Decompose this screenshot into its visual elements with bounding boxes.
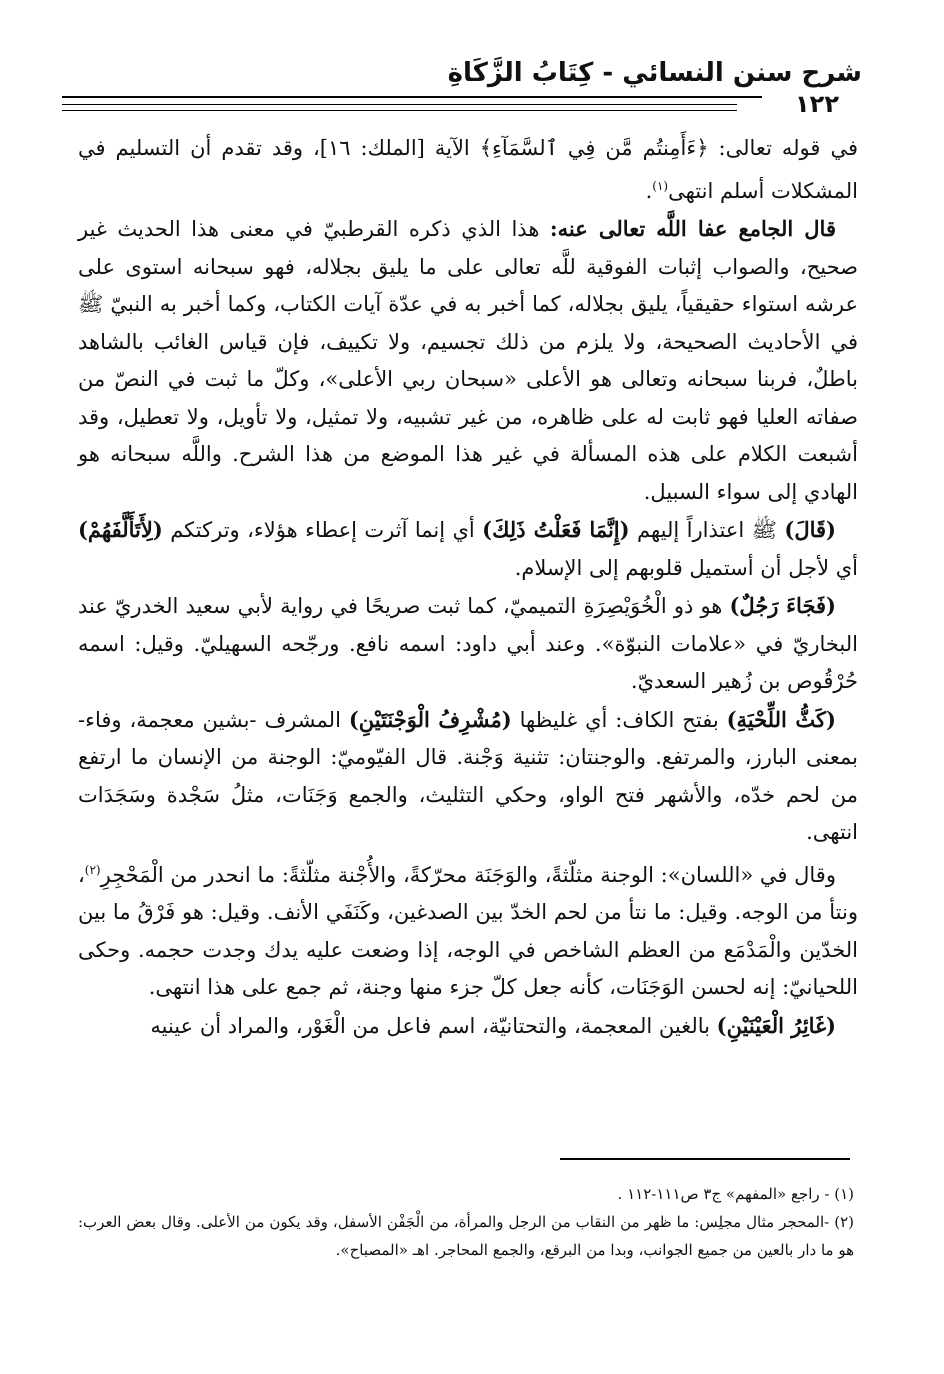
hadith-phrase: (إِنَّمَا فَعَلْتُ ذَلِكَ) — [482, 517, 630, 542]
page-header — [62, 52, 862, 118]
paragraph-7 — [78, 1007, 858, 1046]
hadith-phrase: (كَثُّ اللِّحْيَةِ) — [726, 706, 836, 732]
paragraph-3 — [78, 511, 858, 587]
commentary-text: أي إنما آثرت إعطاء هؤلاء، وتركتكم — [162, 518, 483, 542]
commentary-text: ، ونتأ من الوجه. وقيل: ما نتأ من لحم الخدّ بين الصدغين، وكَنَفَي الأنف. وقيل: هو فَرْقُ ما بين الخدّين والْمَدْمَع من العظم الشاخص في الوجه، إذا وضعت عليه يدك وجدت حجمه. وحكى اللحيانيّ: إنه لحسن الوَجَنَات، كأنه جعل كلّ جزء منها وجنة، ثم جمع على هذا انتهى. — [78, 862, 858, 999]
commentary-text: وقال في «اللسان»: الوجنة مثلّثةً، والوَجَنَة محرّكةً، والأُجْنة مثلّثةً: ما انحدر من الْمَحْجِرِ — [100, 862, 836, 887]
page-number: ١٢٢ — [762, 92, 872, 116]
paragraph-2 — [78, 210, 858, 511]
footnote-separator — [560, 1158, 850, 1160]
header-rule-double-1 — [62, 104, 737, 105]
paragraph-6 — [78, 852, 858, 1007]
paragraph-2-text: هذا الذي ذكره القرطبيّ في معنى هذا الحديث غير صحيح، والصواب إثبات الفوقية للَّه تعالى على ما يليق بجلاله، فهو سبحانه استوى على عرشه استواء حقيقياً، يليق بجلاله، كما أخبر به في عدّة آيات الكتاب، وكما أخبر به النبيّ ﷺ في الأحاديث الصحيحة، ولا يلزم من ذلك تجسيم، ولا تكييف، فإن قياس الغائب بالشاهد باطلٌ، فربنا سبحانه وتعالى هو الأعلى «سبحان ربي الأعلى»، وكلّ ما ثبت في النصّ من صفاته العليا فهو ثابت له على ظاهره، من غير تشبيه، ولا تمثيل، ولا تأويل، ولا تعطيل، وقد أشبعت الكلام على هذه المسألة في غير هذا الموضع من هذا الشرح. واللَّه سبحانه هو الهادي إلى سواء السبيل. — [78, 217, 858, 504]
commentary-text: أي لأجل أن أستميل قلوبهم إلى الإسلام. — [514, 555, 858, 580]
hadith-phrase: (لِأَتَأَلَّفَهُمْ) — [78, 517, 163, 542]
commentary-text: بفتح الكاف: أي غليظها — [511, 707, 727, 732]
footnote-ref-1: (١) — [652, 178, 669, 193]
commentary-text: ﷺ اعتذاراً إليهم — [629, 518, 785, 542]
footnote-2: (٢) -المحجر مثال مجلِس: ما ظهر من النقاب من الرجل والمرأة، من الْجَفْن الأسفل، وقد يكون من الأعلى. وقال بعض العرب: هو ما دار بالعين من جميع الجوانب، وبدا من البرقع، والجمع المحاجر. اهـ «المصباح». — [78, 1213, 854, 1259]
paragraph-1-end: . — [645, 178, 653, 203]
header-rule-top — [62, 96, 862, 98]
commentary-text: هو ذو الْخُوَيْصِرَةِ التميميّ، كما ثبت صريحًا في رواية لأبي سعيد الخدريّ عند البخاريّ في «علامات النبوّة». وعند أبي داود: اسمه نافع. ورجّحه السهيليّ. وقيل: اسمه حُرْقُوص بن زُهير السعديّ. — [78, 594, 858, 693]
author-comment-lead: قال الجامع عفا اللَّه تعالى عنه: — [549, 216, 836, 241]
commentary-text: بالغين المعجمة، والتحتانيّة، اسم فاعل من الْغَوْر، والمراد أن عينيه — [150, 1013, 717, 1038]
paragraph-1 — [78, 130, 858, 210]
hadith-phrase: (مُشْرِفُ الْوَجْنَتَيْنِ) — [348, 706, 512, 732]
hadith-phrase: (غَائِرُ الْعَيْنَيْنِ) — [716, 1012, 836, 1038]
hadith-phrase: (فَجَاءَ رَجُلٌ) — [729, 593, 836, 618]
footnote-ref-2: (٢) — [84, 862, 101, 877]
paragraph-4 — [78, 587, 858, 701]
paragraph-5 — [78, 701, 858, 852]
paragraph-1-text: في قوله تعالى: ﴿ءَأَمِنتُم مَّن فِي ٱلسَّمَآءِ﴾ الآية [الملك: ١٦]، وقد تقدم أن التسليم في المشكلات أسلم انتهى — [78, 136, 858, 203]
main-text — [78, 130, 858, 1045]
commentary-text: المشرف -بشين معجمة، وفاء- بمعنى البارز، والمرتفع. والوجنتان: تثنية وَجْنة. قال الفيّوميّ: الوجنة من الإنسان ما ارتفع من لحم خدّه، والأشهر فتح الواو، وحكي التثليث، والجمع وَجَنَات، مثلُ سَجْدة وسَجَدَات انتهى. — [78, 707, 858, 844]
footnotes — [78, 1180, 854, 1264]
header-rule-double-2 — [62, 110, 737, 111]
hadith-phrase: (قَالَ) — [784, 517, 836, 542]
running-title: شرح سنن النسائي - كِتَابُ الزَّكَاةِ — [447, 58, 862, 88]
footnote-1: (١) - راجع «المفهم» ج٣ ص١١١-١١٢ . — [617, 1185, 854, 1203]
